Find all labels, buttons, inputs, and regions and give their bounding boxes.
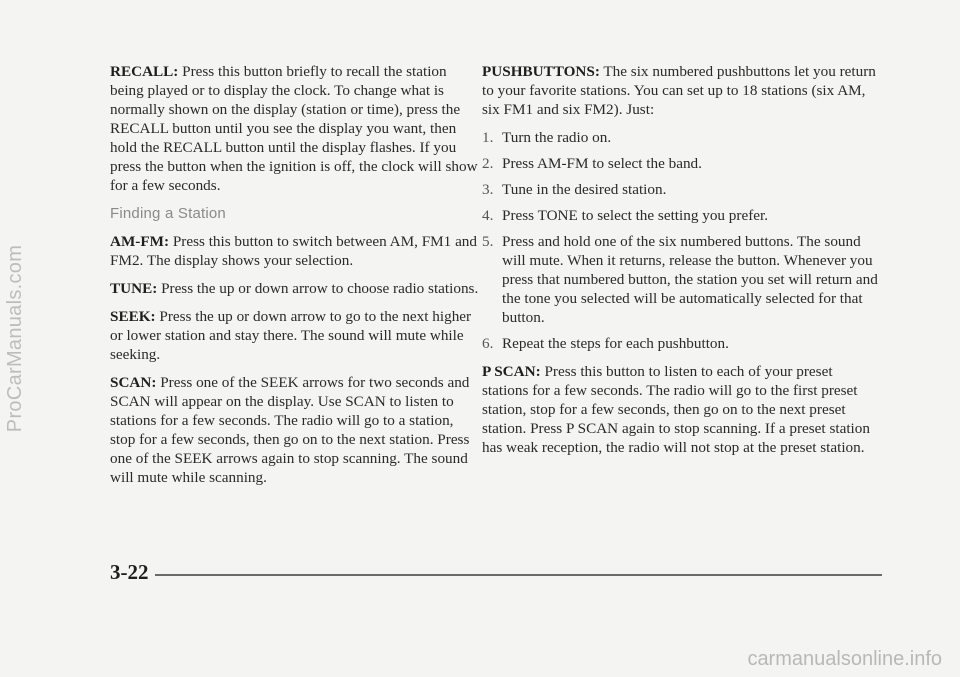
side-watermark-text: ProCarManuals.com xyxy=(4,244,27,433)
step-text: Press AM-FM to select the band. xyxy=(502,155,702,172)
seek-term: SEEK: xyxy=(110,308,156,325)
step-text: Tune in the desired station. xyxy=(502,181,667,198)
am-fm-term: AM-FM: xyxy=(110,233,170,250)
seek-text: Press the up or down arrow to go to the next higher or lower station and stay there. The sound will mute while seeking. xyxy=(110,308,472,363)
bottom-watermark: carmanualsonline.info xyxy=(747,648,942,670)
pushbuttons-text: The six numbered pushbuttons let you return to your favorite stations. You can set up to 18 stations (six AM, six FM1 and six FM2). Just: xyxy=(482,63,876,118)
page-footer xyxy=(110,560,882,584)
am-fm-paragraph xyxy=(110,232,482,270)
p-scan-paragraph xyxy=(482,362,882,457)
tune-text: Press the up or down arrow to choose radio stations. xyxy=(157,280,479,297)
step-number: 5. xyxy=(482,233,494,250)
list-item xyxy=(482,206,882,225)
scan-term: SCAN: xyxy=(110,374,157,391)
p-scan-text: Press this button to listen to each of your preset stations for a few seconds. The radio will go to the first preset station, stop for a few seconds, then go on to the next preset station. Press P SCAN again to stop scanning. If a preset station has weak reception, the radio will not stop at the preset station. xyxy=(482,363,870,456)
page-number: 3-22 xyxy=(110,559,149,584)
right-column xyxy=(482,62,882,466)
finding-station-heading: Finding a Station xyxy=(110,205,226,222)
left-column xyxy=(110,62,482,496)
pushbuttons-paragraph xyxy=(482,62,882,119)
step-text: Turn the radio on. xyxy=(502,129,612,146)
pushbutton-steps-list xyxy=(482,128,882,353)
p-scan-term: P SCAN: xyxy=(482,363,541,380)
step-number: 3. xyxy=(482,181,494,198)
list-item xyxy=(482,334,882,353)
step-text: Press TONE to select the setting you prefer. xyxy=(502,207,769,224)
step-text: Press and hold one of the six numbered buttons. The sound will mute. When it returns, release the button. Whenever you press that numbered button, the station you set will return and the tone you selected will be automatically selected for that button. xyxy=(502,233,878,326)
list-item xyxy=(482,128,882,147)
step-number: 1. xyxy=(482,129,494,146)
list-item xyxy=(482,180,882,199)
recall-term: RECALL: xyxy=(110,63,179,80)
step-number: 4. xyxy=(482,207,494,224)
tune-term: TUNE: xyxy=(110,280,158,297)
side-watermark xyxy=(2,0,30,677)
pushbuttons-term: PUSHBUTTONS: xyxy=(482,63,600,80)
recall-text: Press this button briefly to recall the station being played or to display the clock. To change what is normally shown on the display (station or time), press the RECALL button until you see the display you want, then hold the RECALL button until the display flashes. If you press the button when the ignition is off, the clock will show for a few seconds. xyxy=(110,63,478,194)
step-text: Repeat the steps for each pushbutton. xyxy=(502,335,729,352)
recall-paragraph xyxy=(110,62,482,195)
step-number: 6. xyxy=(482,335,494,352)
am-fm-text: Press this button to switch between AM, FM1 and FM2. The display shows your selection. xyxy=(110,233,477,269)
seek-paragraph xyxy=(110,307,482,364)
list-item xyxy=(482,154,882,173)
footer-rule xyxy=(155,574,883,576)
scan-paragraph xyxy=(110,373,482,487)
list-item xyxy=(482,232,882,327)
step-number: 2. xyxy=(482,155,494,172)
tune-paragraph xyxy=(110,279,482,298)
scan-text: Press one of the SEEK arrows for two seconds and SCAN will appear on the display. Use SCAN to listen to stations for a few seconds. The radio will go to a station, stop for a few seconds, then go on to the next station. Press one of the SEEK arrows again to stop scanning. The sound will mute while scanning. xyxy=(110,374,470,486)
